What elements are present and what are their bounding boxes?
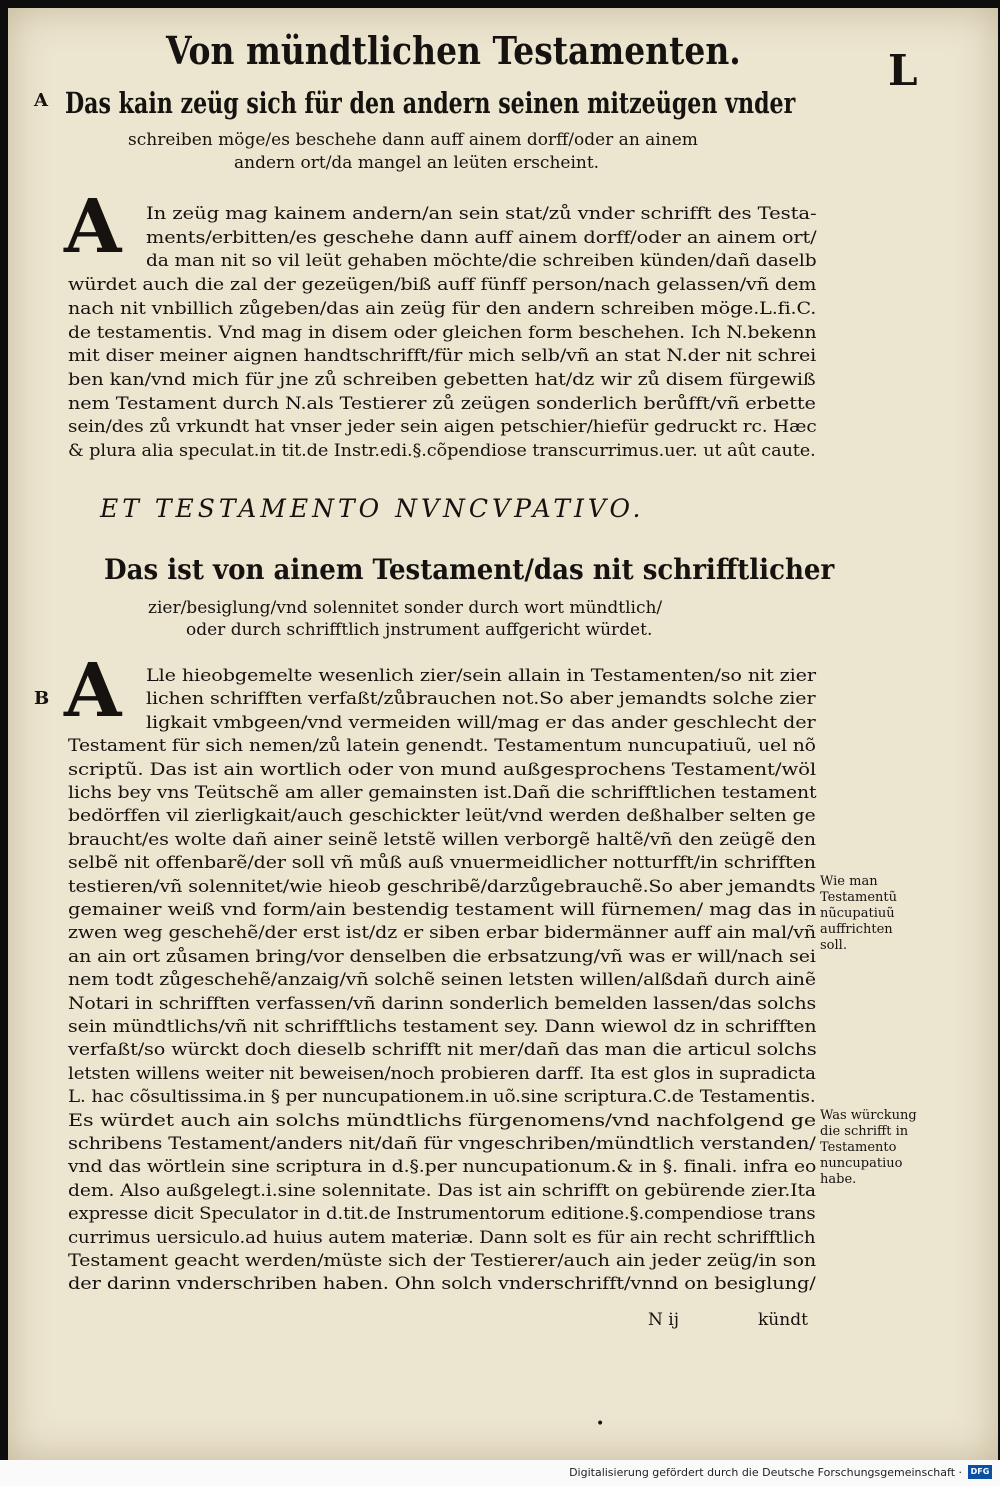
sec1-line: würdet auch die zal der gezeügen/biß auff fünff person/nach gelassen/vñ dem bbox=[68, 275, 817, 295]
sec2-line: L. hac cõsultissima.in § per nuncupationem.in uõ.sine scriptura.C.de Testamentis. bbox=[68, 1087, 816, 1107]
sec2-line: scriptũ. Das ist ain wortlich oder von mund außgesprochens Testament/wöl bbox=[68, 759, 817, 779]
section1-heading-line2: schreiben möge/es beschehe dann auff ainem dorff/oder an ainem bbox=[128, 130, 698, 150]
sec1-line: ben kan/vnd mich für jne zů schreiben gebetten hat/dz wir zů disem fürgewiß bbox=[68, 369, 816, 389]
dfg-logo: DFG bbox=[968, 1465, 992, 1479]
sec2-line: letsten willens weiter nit beweisen/noch probieren darff. Ita est glos in supradicta bbox=[68, 1063, 816, 1083]
sec2-line: Lle hieobgemelte wesenlich zier/sein allain in Testamenten/so nit zier bbox=[146, 666, 816, 685]
sec2-line: Es würdet auch ain solchs mündtlichs fürgenomens/vnd nachfolgend ge bbox=[68, 1110, 817, 1130]
sec2-line: Notari in schrifften verfassen/vñ darinn sonderlich bemelden lassen/das solchs bbox=[68, 993, 817, 1013]
sec2-line: currimus uersiculo.ad huius autem materiæ. Dann solt es für ain recht schrifftlich bbox=[68, 1227, 816, 1247]
decorated-initial-a: A bbox=[64, 184, 122, 270]
sec1-line: de testamentis. Vnd mag in disem oder gleichen form beschehen. Ich N.bekenn bbox=[68, 322, 817, 342]
sec2-line: gemainer weiß vnd form/ain bestendig testament will fürnemen/ mag das in bbox=[68, 900, 817, 919]
section-marker-a: A bbox=[34, 90, 48, 111]
sec2-line: braucht/es wolte dañ ainer seinẽ letstẽ willen verborgẽ haltẽ/vñ den zeügẽ den bbox=[68, 829, 816, 849]
sec2-line: ligkait vmbgeen/vnd vermeiden will/mag er das ander geschlecht der bbox=[146, 712, 816, 732]
sec2-line: bedörffen vil zierligkait/auch geschickter leüt/vnd werden deßhalber selten ge bbox=[68, 806, 816, 826]
sec2-line: vnd das wörtlein sine scriptura in d.§.per nuncupationum.& in §. finali. infra eo bbox=[68, 1157, 817, 1177]
section2-heading-line1: Das ist von ainem Testament/das nit schrifftlicher bbox=[104, 553, 835, 586]
margin-note-2: Was würckung die schrifft in Testamento nuncupatiuo habe. bbox=[820, 1108, 917, 1187]
sec1-line: da man nit so vil leüt gehaben möchte/die schreiben künden/dañ daselb bbox=[146, 251, 817, 271]
sec1-line: & plura alia speculat.in tit.de Instr.edi.§.cõpendiose transcurrimus.uer. ut aût caute. bbox=[68, 441, 816, 460]
page-number: L bbox=[888, 46, 918, 95]
section2-heading-line3: oder durch schrifftlich jnstrument auffgericht würdet. bbox=[186, 620, 653, 640]
sec1-line: ments/erbitten/es geschehe dann auff ainem dorff/oder an ainem ort/ bbox=[146, 227, 817, 247]
section1-heading-line1: Das kain zeüg sich für den andern seinen mitzeügen vnder bbox=[65, 86, 796, 120]
decorated-initial-a2: A bbox=[64, 648, 122, 734]
sec2-line: selbẽ nit offenbarẽ/der soll vñ můß auß vnuermeidlicher notturfft/in schrifften bbox=[68, 853, 816, 873]
sec1-line: sein/des zů vrkundt hat vnser jeder sein aigen petschier/hiefür gedruckt rc. Hæc bbox=[68, 417, 817, 437]
sec2-line: verfaßt/so würckt doch dieselb schrifft nit mer/dañ das man die articul solchs bbox=[68, 1040, 817, 1060]
sec2-line: Testament geacht werden/müste sich der Testierer/auch ain jeder zeüg/in son bbox=[68, 1251, 817, 1270]
sec2-line: lichs bey vns Teütschẽ am aller gemainsten ist.Dañ die schrifftlichen testament bbox=[68, 783, 817, 802]
sec2-line: dem. Also außgelegt.i.sine solennitate. Das ist ain schrifft on gebürende zier.Ita bbox=[68, 1180, 816, 1200]
sec2-line: sein mündtlichs/vñ nit schrifftlichs testament sey. Dann wiewol dz in schrifften bbox=[68, 1017, 817, 1036]
sec2-line: lichen schrifften verfaßt/zůbrauchen not.So aber jemandts solche zier bbox=[146, 689, 816, 709]
sec2-line: testieren/vñ solennitet/wie hieob geschribẽ/darzůgebrauchẽ.So aber jemandts bbox=[68, 876, 816, 896]
margin-note-1: Wie man Testamentũ nũcupatiuũ auffrichten soll. bbox=[820, 874, 897, 953]
ornament: • bbox=[596, 1416, 605, 1432]
roman-heading: ET TESTAMENTO NVNCVPATIVO. bbox=[100, 494, 645, 523]
sec2-line: expresse dicit Speculator in d.tit.de Instrumentorum editione.§.compendiose trans bbox=[68, 1204, 816, 1224]
sec2-line: an ain ort zůsamen bring/vor denselben die erbsatzung/vñ was er will/nach sei bbox=[68, 946, 816, 966]
sec2-line: schribens Testament/anders nit/dañ für vngeschriben/mündtlich verstanden/ bbox=[68, 1134, 816, 1153]
sec2-line: zwen weg geschehẽ/der erst ist/dz er siben erbar bidermänner auff ain mal/vñ bbox=[68, 923, 816, 943]
sec1-line: nach nit vnbillich zůgeben/das ain zeüg für den andern schreiben möge.L.fi.C. bbox=[68, 298, 817, 318]
sec2-line: nem todt zůgeschehẽ/anzaig/vñ solchẽ seinen letsten willen/alßdañ durch ainẽ bbox=[68, 970, 816, 990]
sec1-line: In zeüg mag kainem andern/an sein stat/zů vnder schrifft des Testa- bbox=[146, 204, 817, 223]
footer-credit: Digitalisierung gefördert durch die Deutsche Forschungsgemeinschaft · bbox=[569, 1466, 962, 1479]
section1-heading-line3: andern ort/da mangel an leüten erscheint. bbox=[234, 153, 600, 173]
section2-heading-line2: zier/besiglung/vnd solennitet sonder durch wort mündtlich/ bbox=[148, 598, 663, 618]
page-title: Von mündtlichen Testamenten. bbox=[166, 28, 741, 73]
book-page bbox=[8, 8, 998, 1460]
section-marker-b: B bbox=[34, 688, 50, 709]
sec1-line: mit diser meiner aignen handtschrifft/für mich selb/vñ an stat N.der nit schrei bbox=[68, 346, 817, 366]
sec2-line: Testament für sich nemen/zů latein genendt. Testamentum nuncupatiuũ, uel nõ bbox=[68, 736, 816, 756]
sec1-line: nem Testament durch N.als Testierer zů zeügen sonderlich berůfft/vñ erbette bbox=[68, 393, 816, 413]
catchword: kündt bbox=[758, 1310, 808, 1330]
sec2-line: der darinn vnderschriben haben. Ohn solch vnderschrifft/vnnd on besiglung/ bbox=[68, 1274, 816, 1294]
signature-mark: N ij bbox=[648, 1310, 679, 1330]
